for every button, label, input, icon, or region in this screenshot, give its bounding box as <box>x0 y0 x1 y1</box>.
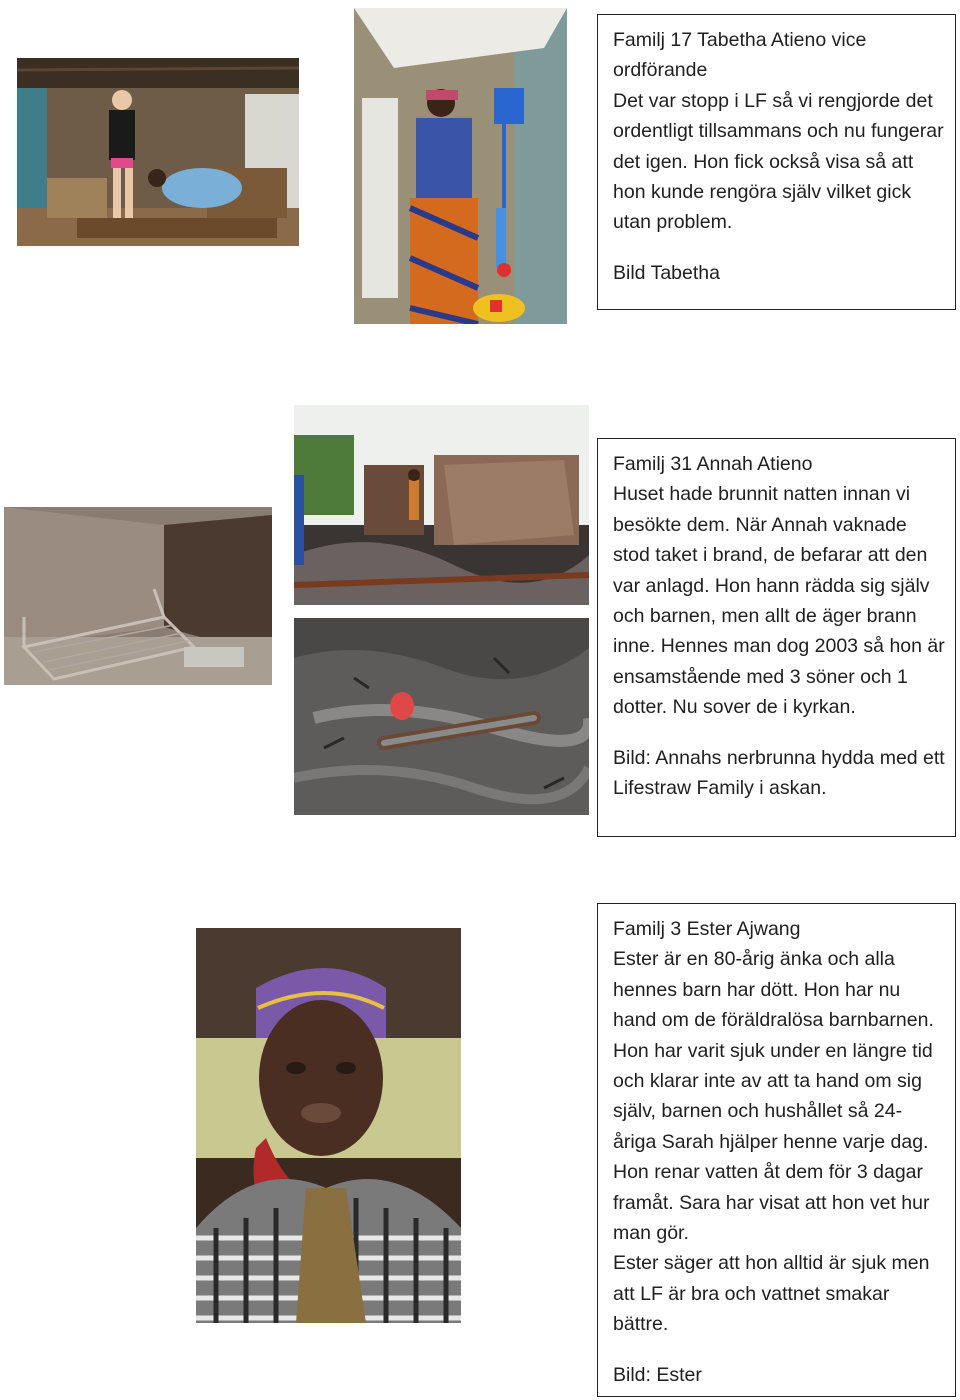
photo-tabetha-room <box>17 58 299 246</box>
section-ester-title: Familj 3 Ester Ajwang <box>613 918 801 940</box>
section-ester-body2: Ester säger att hon alltid är sjuk men att LF är bra och vattnet smakar bättre. <box>613 1252 930 1336</box>
photo-annah-burnt-bed <box>4 507 272 685</box>
section-annah-body: Huset hade brunnit natten innan vi besökte dem. När Annah vaknade stod taket i brand, de befarar att den var anlagd. Hon hann rädda sig själv och barnen, men allt de äger brann inne. Hennes man dog 2003 så hon är ensamstående med 3 söner och 1 dotter. Nu sover de i kyrkan. <box>613 483 945 719</box>
section-tabetha-body: Det var stopp i LF så vi rengjorde det ordentligt tillsammans och nu fungerar det igen. Hon fick också visa så att hon kunde rengöra själv vilket gick utan problem. <box>613 89 944 234</box>
photo-tabetha-filter <box>354 8 567 324</box>
section-tabetha-title: Familj 17 Tabetha Atieno vice ordförande <box>613 29 867 82</box>
section-annah-title: Familj 31 Annah Atieno <box>613 453 813 475</box>
section-ester-textbox <box>597 903 956 1397</box>
photo-ester-portrait <box>196 928 461 1323</box>
section-tabetha-textbox <box>597 14 956 310</box>
photo-annah-lifestraw-ashes <box>294 618 589 815</box>
section-ester-body: Ester är en 80-årig änka och alla hennes barn har dött. Hon har nu hand om de föräldralösa barnbarnen. Hon har varit sjuk under en längre tid och klarar inte av att ta hand om sig själv, barnen och hushållet så 24-åriga Sarah hjälper henne varje dag. Hon renar vatten åt dem för 3 dagar framåt. Sara har visat att hon vet hur man gör. <box>613 948 934 1245</box>
section-tabetha-caption: Bild Tabetha <box>613 261 720 284</box>
section-annah-textbox <box>597 438 956 837</box>
photo-annah-burnt-hut <box>294 405 589 605</box>
section-ester-caption: Bild: Ester <box>613 1363 702 1386</box>
section-annah-caption: Bild: Annahs nerbrunna hydda med ett Lifestraw Family i askan. <box>613 746 945 800</box>
